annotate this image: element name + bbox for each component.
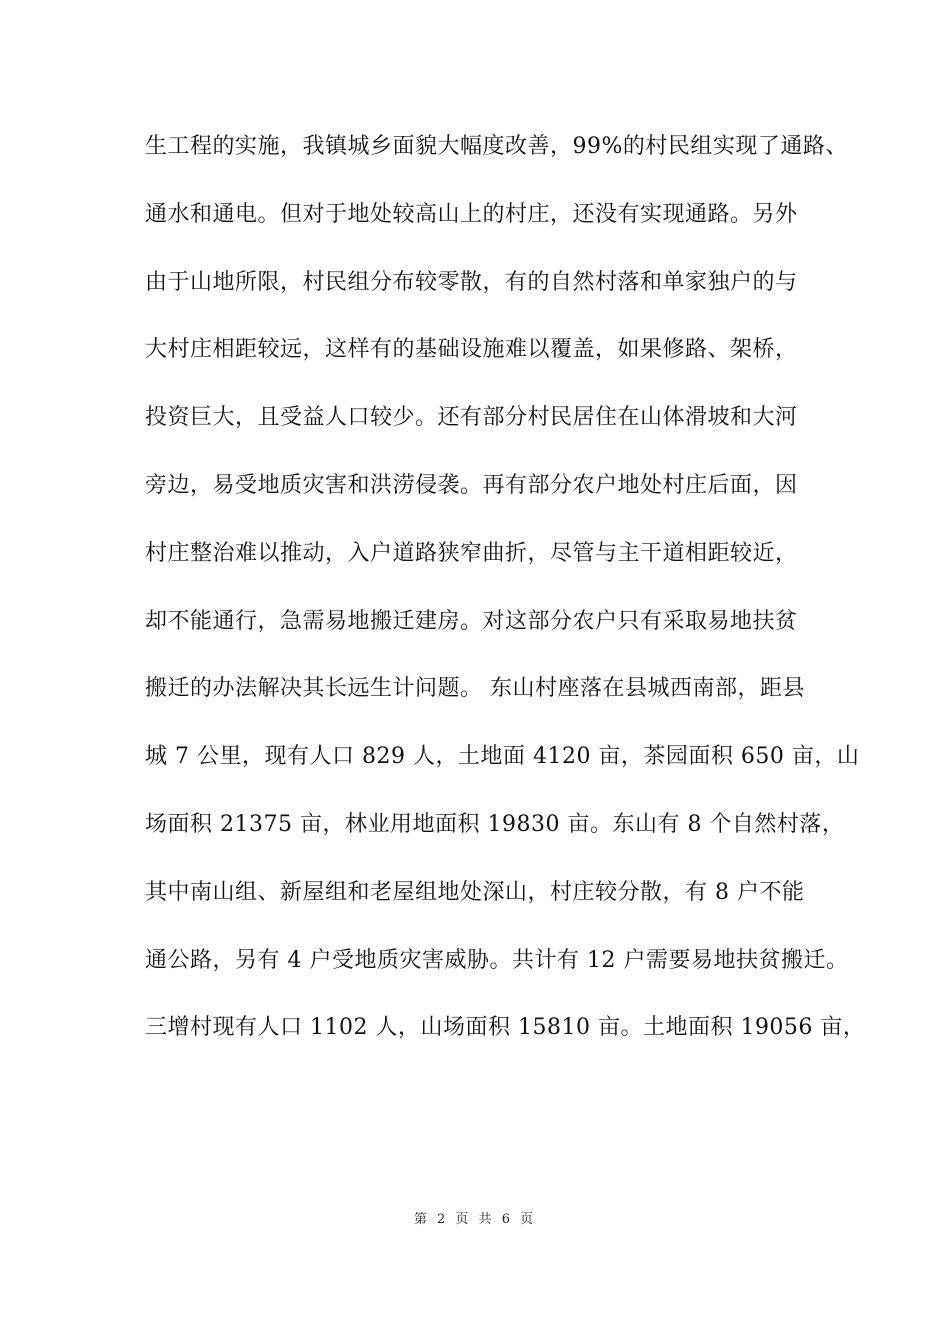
text-line-10: 城 7 公里，现有人口 829 人，土地面 4120 亩，茶园面积 650 亩，山 <box>145 744 860 770</box>
text-line-12: 其中南山组、新屋组和老屋组地处深山，村庄较分散，有 8 户不能 <box>145 879 805 905</box>
text-line-13: 通公路，另有 4 户受地质灾害威胁。共计有 12 户需要易地扶贫搬迁。 <box>145 947 849 973</box>
text-line-4: 大村庄相距较远，这样有的基础设施难以覆盖，如果修路、架桥， <box>145 337 798 363</box>
text-line-1: 生工程的实施，我镇城乡面貌大幅度改善，99%的村民组实现了通路、 <box>145 134 848 159</box>
text-line-11: 场面积 21375 亩，林业用地面积 19830 亩。东山有 8 个自然村落， <box>145 811 845 837</box>
text-line-8: 却不能通行，急需易地搬迁建房。对这部分农户只有采取易地扶贫 <box>145 608 798 634</box>
text-line-9: 搬迁的办法解决其长远生计问题。 东山村座落在县城西南部，距县 <box>145 676 805 702</box>
text-line-2: 通水和通电。但对于地处较高山上的村庄，还没有实现通路。另外 <box>145 201 798 227</box>
page-number-footer: 第 2 页 共 6 页 <box>413 1212 537 1227</box>
text-line-6: 旁边，易受地质灾害和洪涝侵袭。再有部分农户地处村庄后面，因 <box>145 472 798 498</box>
text-line-5: 投资巨大，且受益人口较少。还有部分村民居住在山体滑坡和大河 <box>145 405 798 431</box>
body-text <box>145 126 866 1075</box>
text-line-14: 三增村现有人口 1102 人，山场面积 15810 亩。土地面积 19056 亩， <box>145 1015 866 1041</box>
text-line-7: 村庄整治难以推动，入户道路狭窄曲折，尽管与主干道相距较近， <box>145 540 798 566</box>
text-line-3: 由于山地所限，村民组分布较零散，有的自然村落和单家独户的与 <box>145 269 798 295</box>
